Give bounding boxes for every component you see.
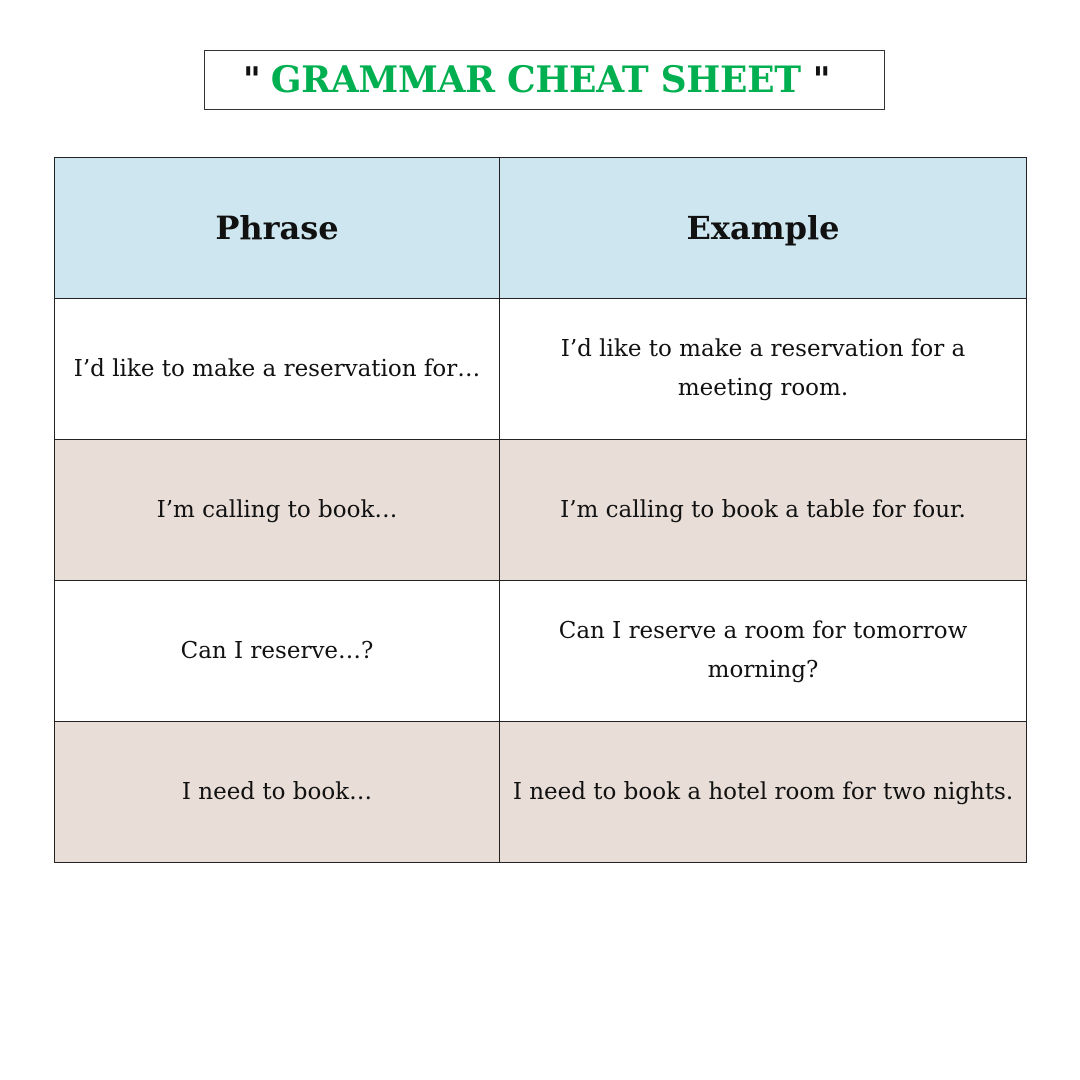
cheat-sheet-table bbox=[54, 157, 1027, 863]
header-phrase: Phrase bbox=[55, 158, 500, 299]
example-cell: I need to book a hotel room for two nights. bbox=[500, 722, 1027, 863]
table-header-row bbox=[55, 158, 1027, 299]
page-title: GRAMMAR CHEAT SHEET bbox=[270, 59, 801, 101]
title-open-quote: " bbox=[243, 60, 261, 100]
phrase-cell: I need to book… bbox=[55, 722, 500, 863]
title-banner bbox=[204, 50, 885, 110]
table-row bbox=[55, 299, 1027, 440]
example-cell: Can I reserve a room for tomorrow morning? bbox=[500, 581, 1027, 722]
table-row bbox=[55, 722, 1027, 863]
phrase-cell: I’d like to make a reservation for… bbox=[55, 299, 500, 440]
example-cell: I’d like to make a reservation for a meeting room. bbox=[500, 299, 1027, 440]
table-row bbox=[55, 440, 1027, 581]
phrase-cell: I’m calling to book… bbox=[55, 440, 500, 581]
phrase-cell: Can I reserve…? bbox=[55, 581, 500, 722]
table-row bbox=[55, 581, 1027, 722]
example-cell: I’m calling to book a table for four. bbox=[500, 440, 1027, 581]
header-example: Example bbox=[500, 158, 1027, 299]
title-close-quote: " bbox=[812, 60, 831, 100]
